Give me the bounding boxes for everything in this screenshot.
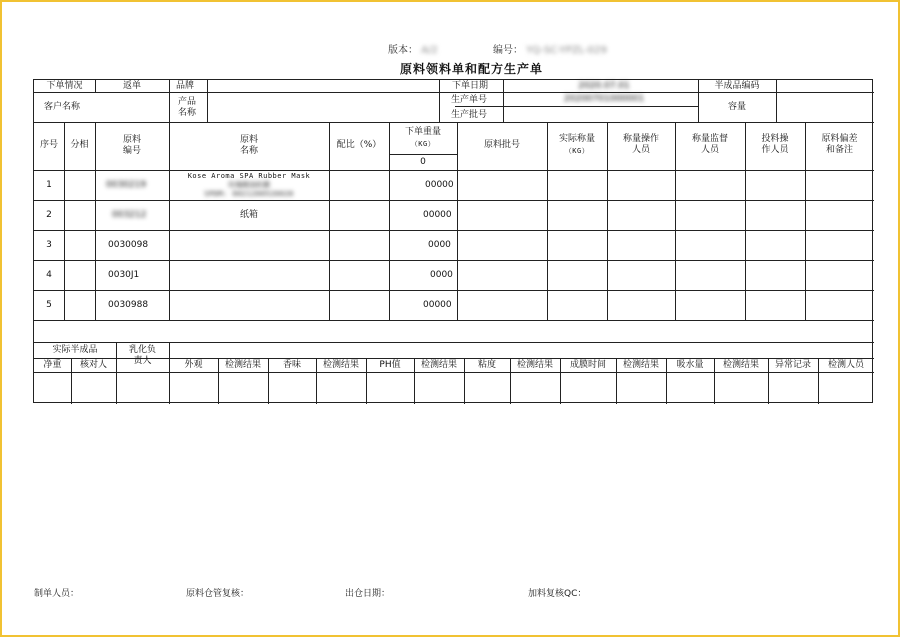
col-order-weight-sub: 0 [420,157,426,167]
col-weigh-supervisor-2: 人员 [700,145,719,155]
col-material-name-1: 原料 [239,135,258,145]
order-status-value: 返单 [122,81,141,91]
col-feed-operator-2: 作人员 [761,145,789,155]
code-label: 编号： [493,45,523,56]
col-group: 分相 [70,140,89,150]
col-ratio: 配比（%） [336,140,382,150]
capacity-label: 容量 [727,102,746,112]
row4-code: 0030J1 [108,270,140,280]
row1-name-line1: Kose Aroma SPA Rubber Mask [187,172,311,180]
emulsify-label-2: 责人 [133,356,152,366]
check-fragrance: 香味 [282,360,301,370]
row2-name: 纸箱 [239,210,258,220]
row1-name-line3: SPDM: 0021200520020 [204,190,294,198]
check-result-4: 检测结果 [516,360,553,370]
version [388,41,438,56]
version-value: A/2 [421,45,438,56]
doc-code [493,41,607,56]
prod-batch-label: 生产批号 [451,110,488,120]
check-viscosity: 粘度 [477,360,496,370]
page-title: 原料领料单和配方生产单 [400,62,544,76]
production-table [33,79,873,403]
product-label-2: 名称 [178,108,197,118]
footer-qc: 加料复核QC： [528,589,587,599]
row1-weight: 00000 [425,180,454,190]
row5-no: 5 [46,300,52,310]
check-appearance: 外观 [184,360,203,370]
col-weigh-operator-2: 人员 [631,145,650,155]
row1-name-line2: 玫瑰精油软膜 [228,181,270,189]
row2-no: 2 [46,210,52,220]
col-order-weight-2: （KG） [410,140,436,148]
col-material-code-1: 原料 [122,135,141,145]
check-water-absorption: 吸水量 [676,360,704,370]
row3-code: 0030098 [108,240,149,250]
check-result-5: 检测结果 [622,360,659,370]
check-result-2: 检测结果 [322,360,359,370]
semi-product-label: 实际半成品 [52,345,98,355]
row1-no: 1 [46,180,52,190]
row3-weight: 0000 [428,240,451,250]
col-weigh-operator-1: 称量操作 [622,134,659,144]
row5-code: 0030988 [108,300,149,310]
col-order-weight-1: 下单重量 [404,127,441,137]
prod-order-label: 生产单号 [451,95,488,105]
emulsify-label-1: 乳化负 [128,345,156,355]
order-date-value: 2020.07.01 [578,81,630,91]
col-material-code-2: 编号 [122,146,141,156]
version-label: 版本： [388,45,418,56]
check-film-time: 成膜时间 [569,360,606,370]
row1-code: 0030219 [106,180,147,190]
col-feed-operator-1: 投料操 [761,134,789,144]
order-status-label: 下单情况 [46,81,83,91]
row2-weight: 00000 [423,210,452,220]
col-actual-weight-2: （KG） [564,147,590,155]
row3-no: 3 [46,240,52,250]
footer-out-date: 出仓日期： [345,589,391,599]
col-material-name-2: 名称 [239,146,258,156]
checker-label: 核对人 [79,360,107,370]
customer-label: 客户名称 [44,102,81,112]
net-weight-label: 净重 [43,360,62,370]
brand-label: 品牌 [176,81,195,91]
col-batch-no: 原料批号 [483,140,520,150]
col-deviation-1: 原料偏差 [821,134,858,144]
product-label-1: 产品 [178,97,197,107]
check-inspector: 检测人员 [827,360,864,370]
prod-order-value: 20200701000001 [563,94,645,104]
semi-code-label: 半成品编码 [714,81,760,91]
row4-weight: 0000 [430,270,453,280]
row4-no: 4 [46,270,52,280]
col-no: 序号 [39,140,58,150]
row5-weight: 00000 [423,300,452,310]
check-result-3: 检测结果 [420,360,457,370]
check-result-1: 检测结果 [224,360,261,370]
order-date-label: 下单日期 [452,81,489,91]
check-abnormal: 异常记录 [774,360,811,370]
code-value: YQ-SC-YPZL-029 [526,45,607,56]
footer-warehouse: 原料仓管复核： [186,589,250,599]
col-actual-weight-1: 实际称量 [558,134,595,144]
check-result-6: 检测结果 [722,360,759,370]
footer-maker: 制单人员： [34,589,80,599]
col-deviation-2: 和备注 [825,145,853,155]
col-weigh-supervisor-1: 称量监督 [691,134,728,144]
row2-code: 003212 [112,210,147,220]
check-ph: PH值 [379,360,401,370]
